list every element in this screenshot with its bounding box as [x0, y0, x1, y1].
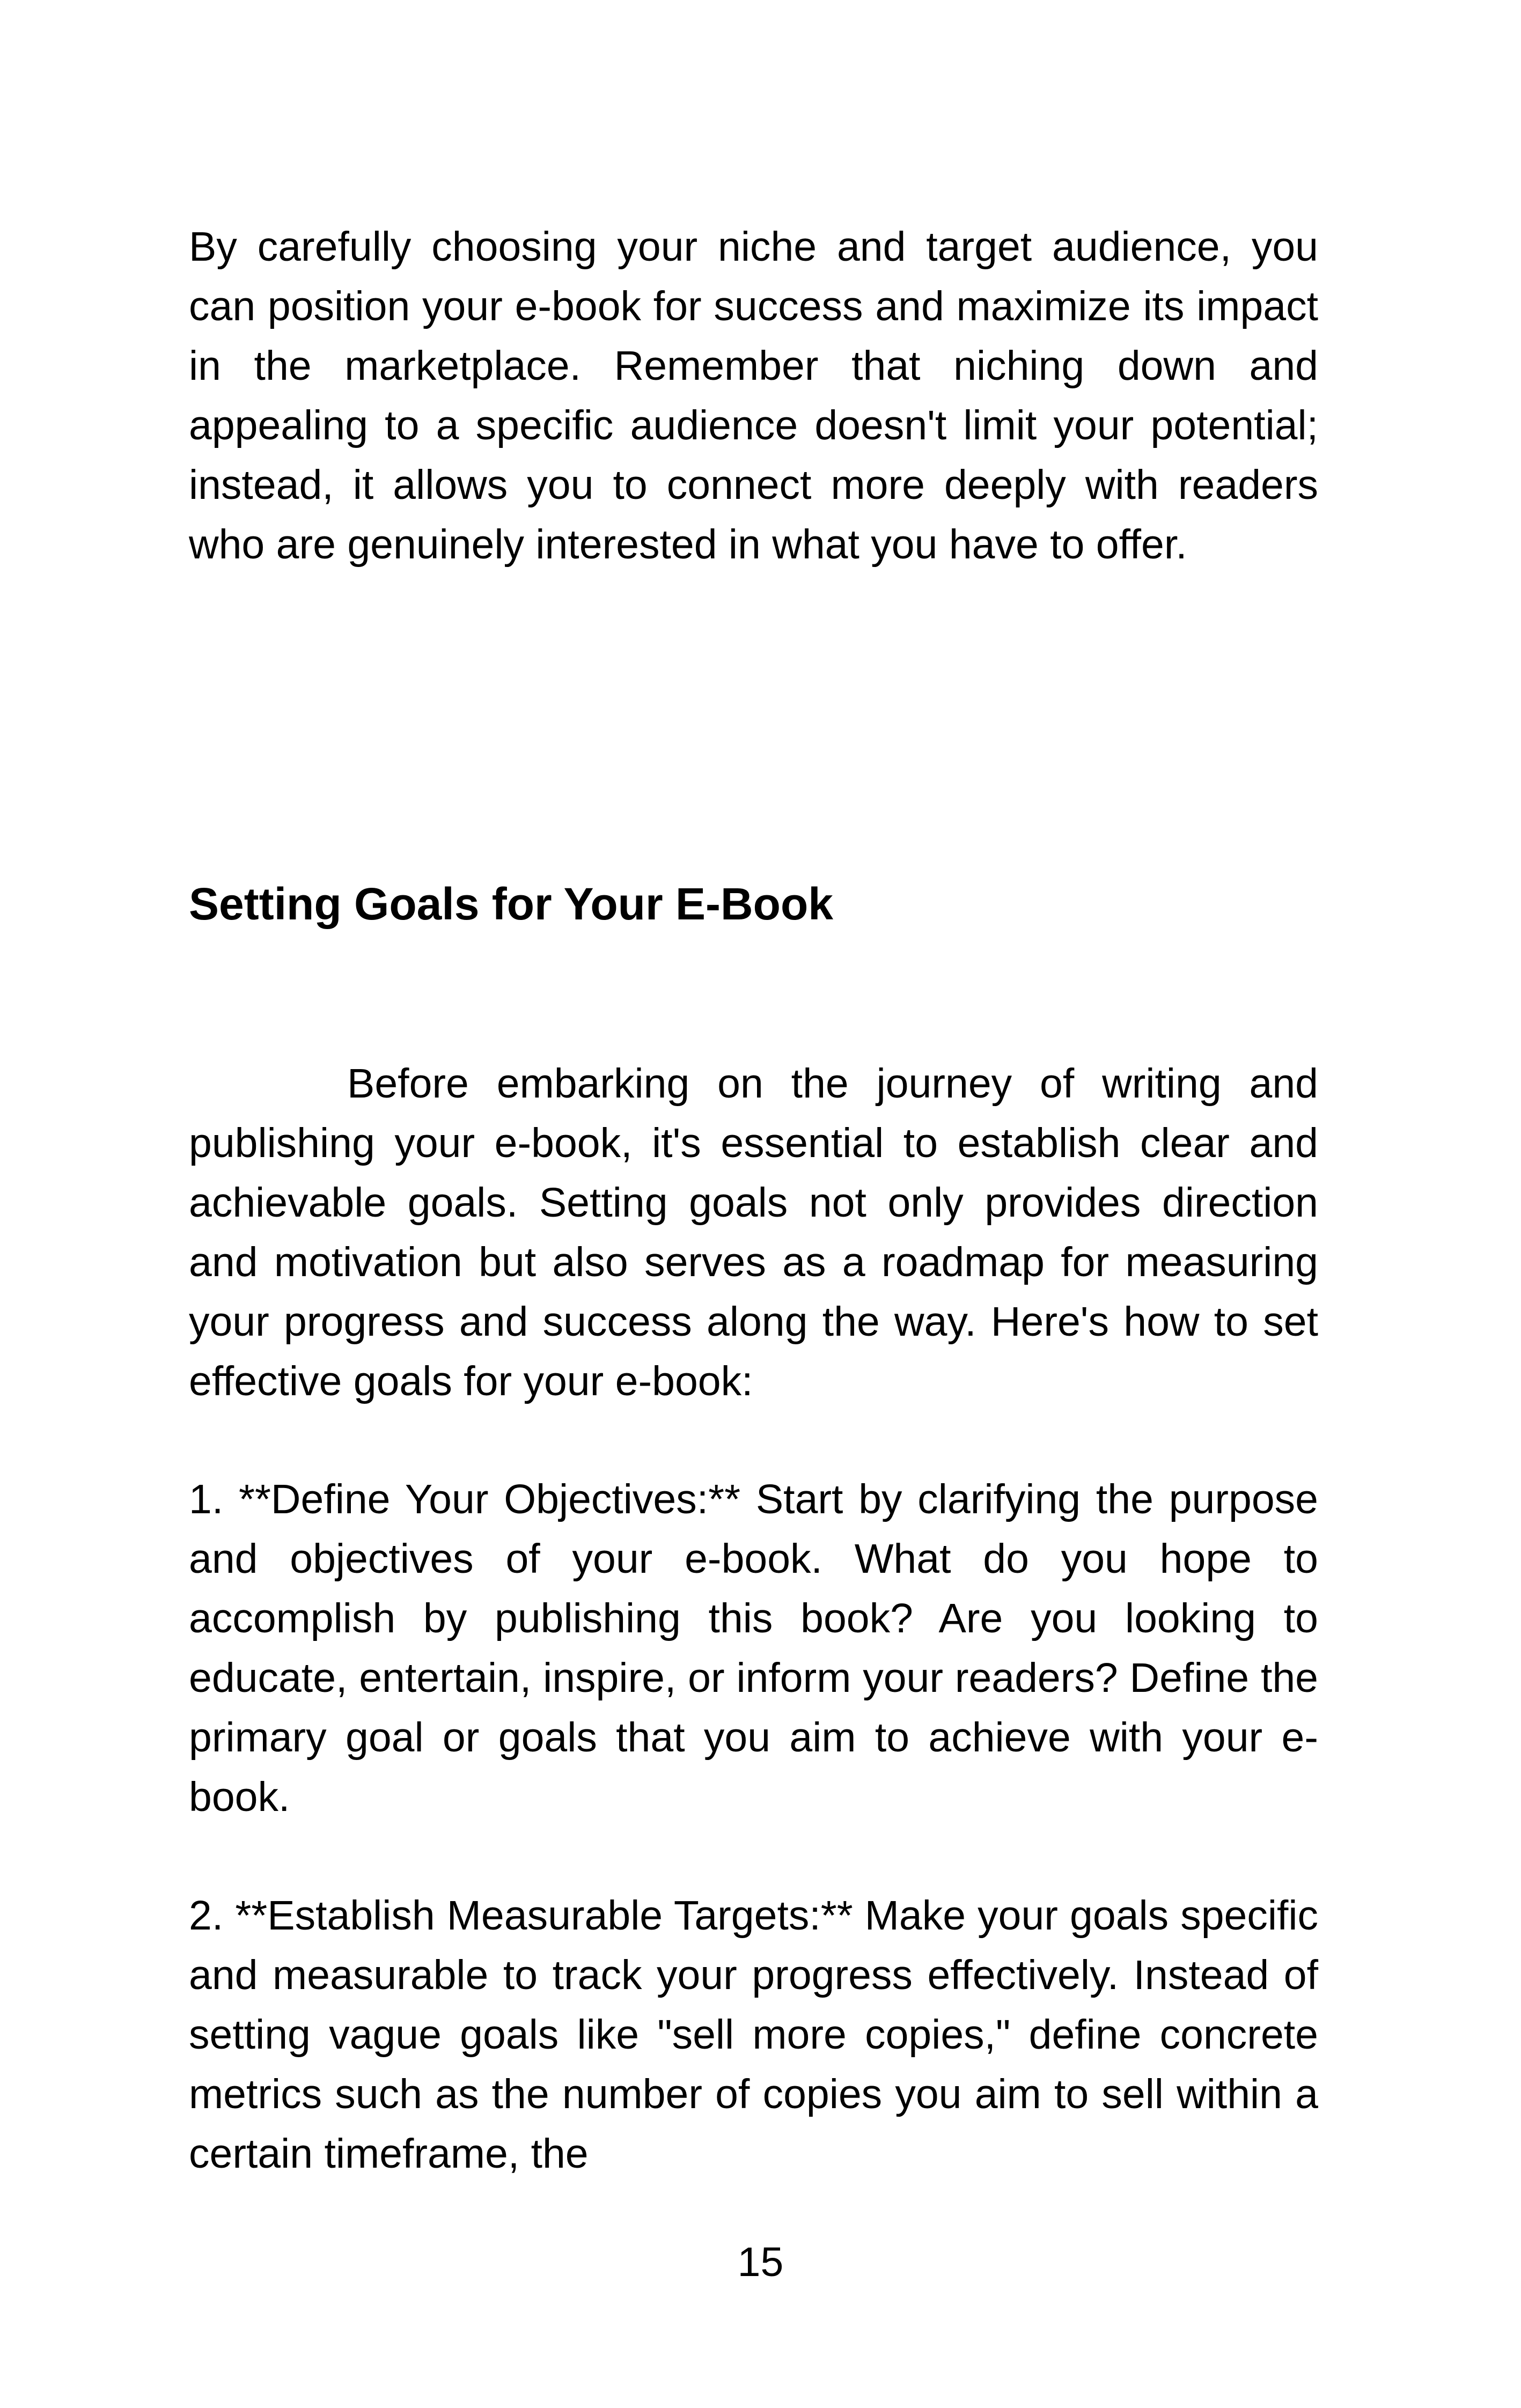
list-item-define-objectives: 1. **Define Your Objectives:** Start by clarifying the purpose and objectives of your e-book. What do you hope to accomplish by publishing this book? Are you looking to educate, entertain, inspire, or inform your readers? Define the primary goal or goals that you aim to achieve with your e-book.: [189, 1476, 1318, 1820]
list-item-measurable-targets: 2. **Establish Measurable Targets:** Make your goals specific and measurable to track your progress effectively. Instead of setting vague goals like "sell more copies," define concrete metrics such as the number of copies you aim to sell within a certain timeframe, the: [189, 1892, 1318, 2177]
goals-paragraph: Before embarking on the journey of writing and publishing your e-book, it's essential to establish clear and achievable goals. Setting goals not only provides direction and motivation but also serves as a roadmap for measuring your progress and success along the way. Here's how to set effective goals for your e-book:: [189, 1061, 1318, 1404]
section-heading: Setting Goals for Your E-Book: [189, 879, 833, 929]
intro-paragraph: By carefully choosing your niche and target audience, you can position your e-book for success and maximize its impact in the marketplace. Remember that niching down and appealing to a specific audience doesn't limit your potential; instead, it allows you to connect more deeply with readers who are genuinely interested in what you have to offer.: [189, 224, 1318, 568]
page-number: 15: [737, 2239, 784, 2285]
